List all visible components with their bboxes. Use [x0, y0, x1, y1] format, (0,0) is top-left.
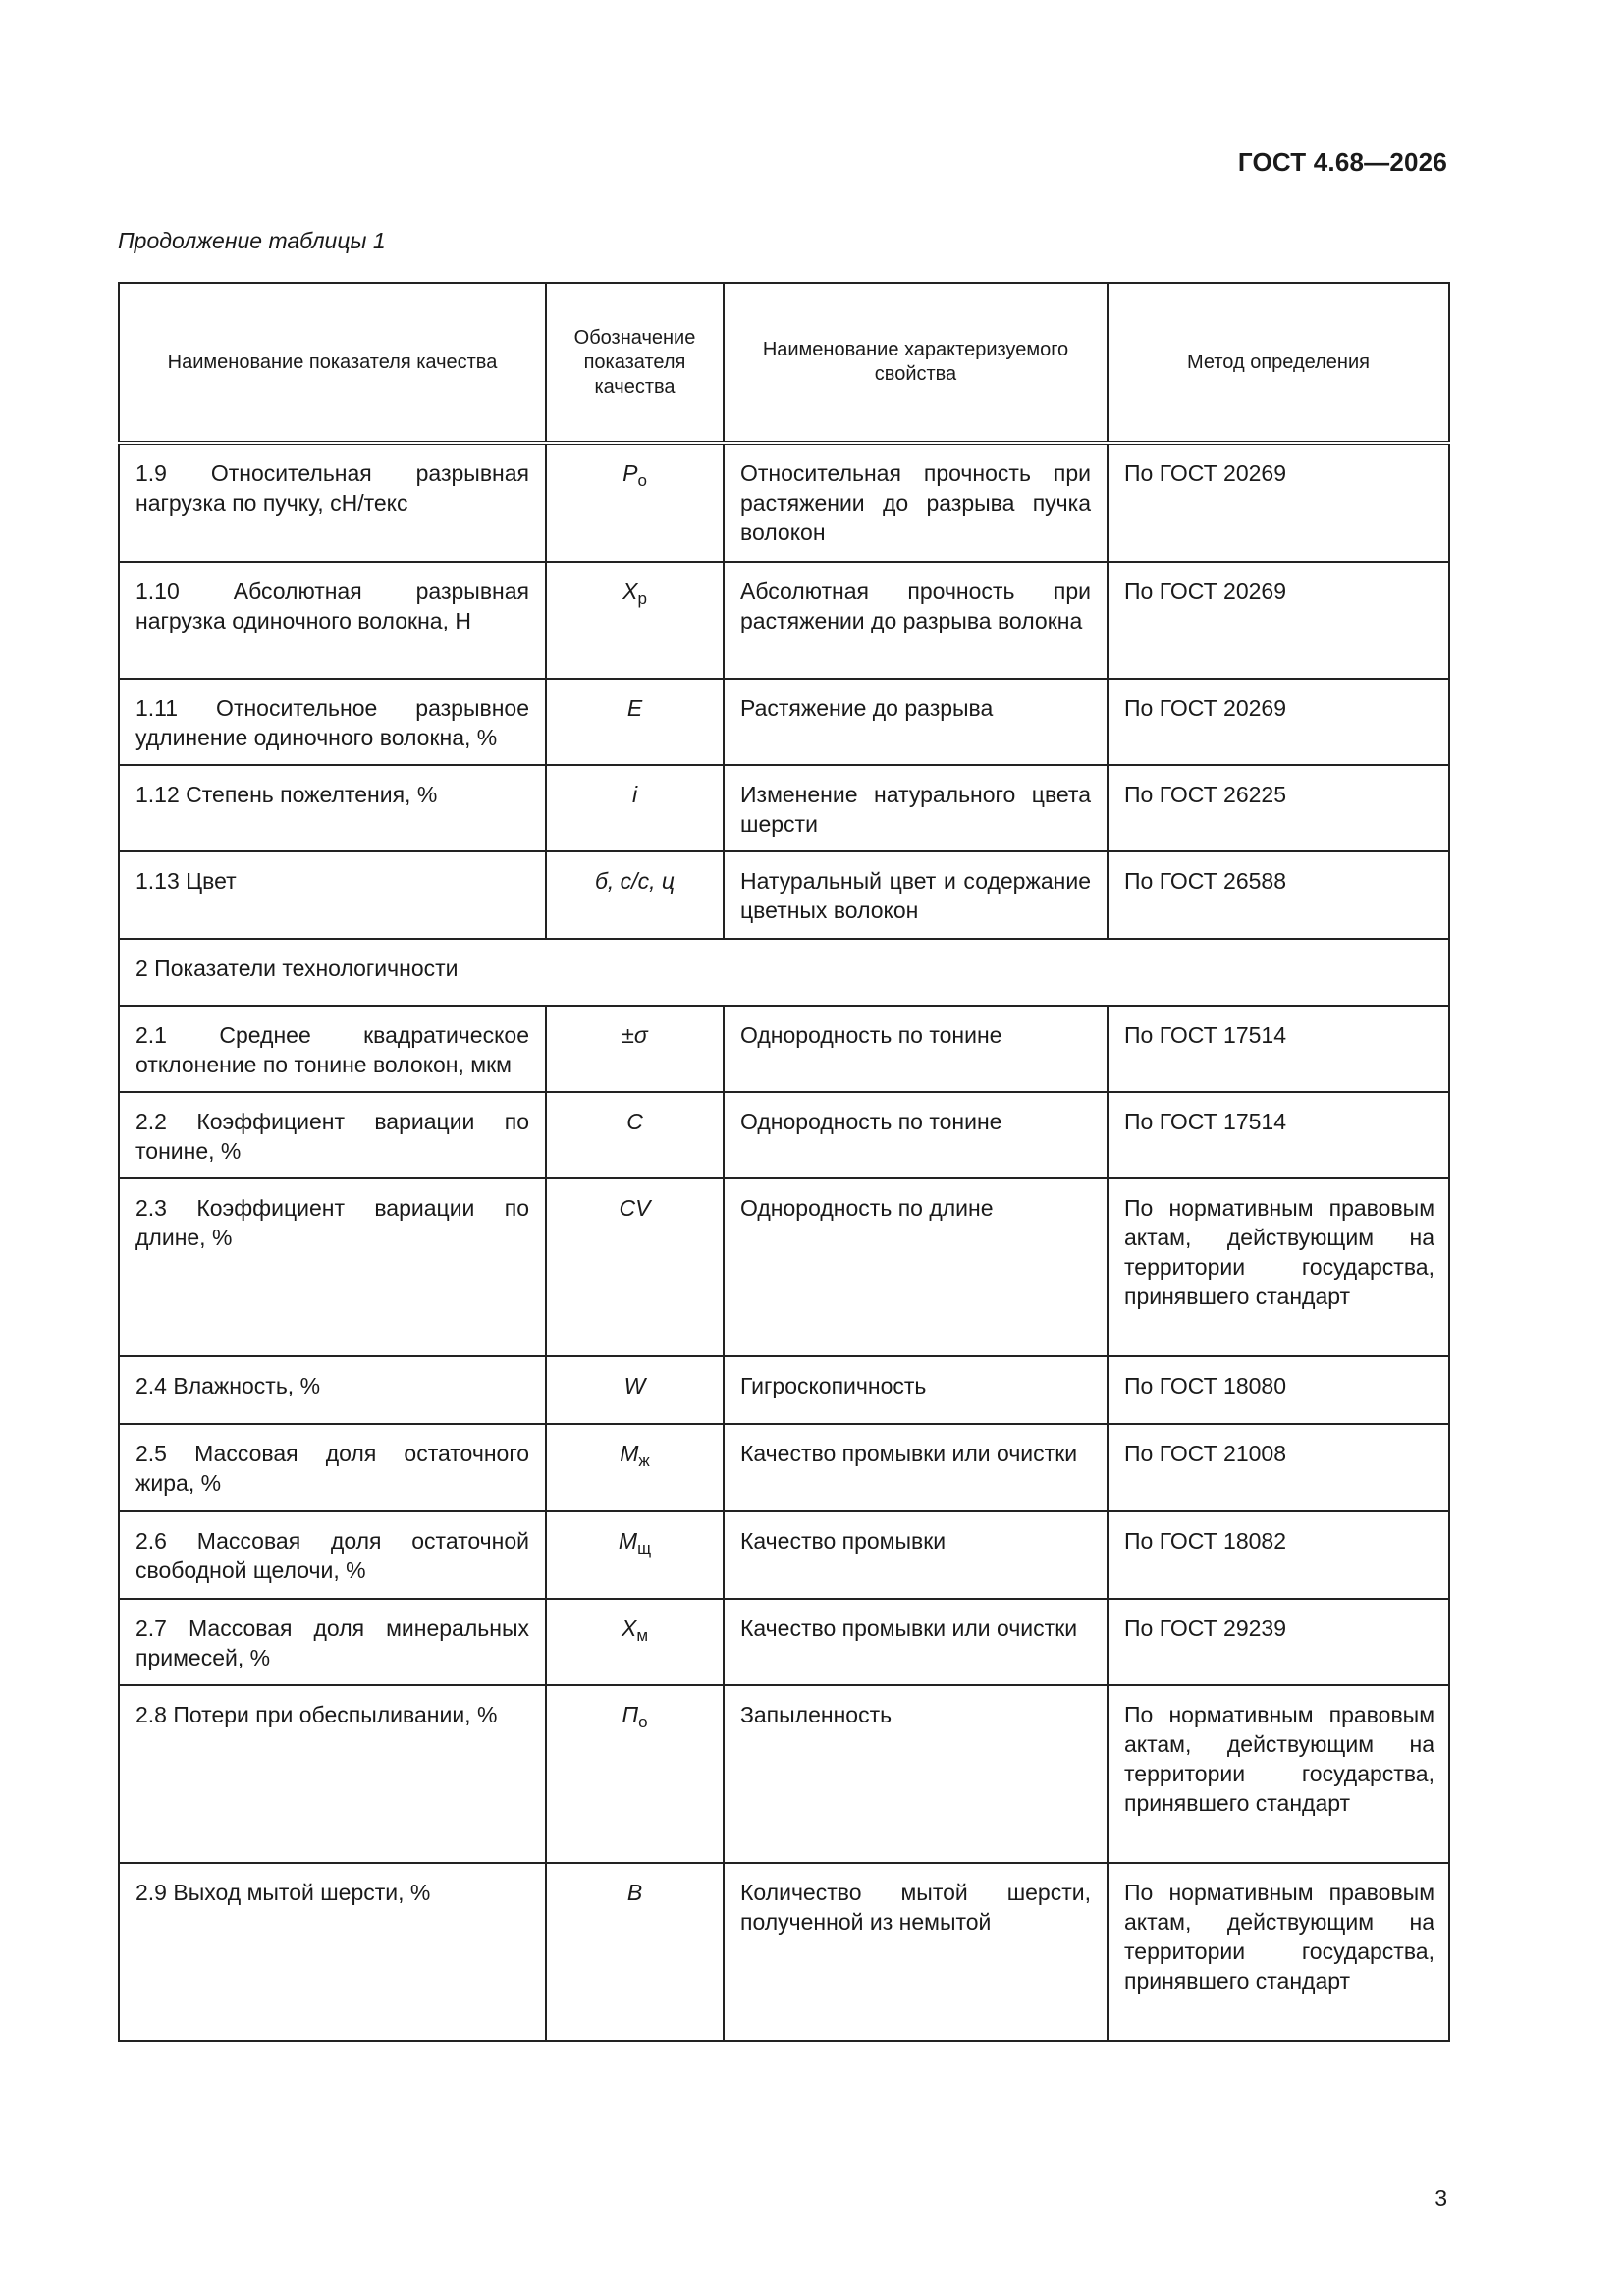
property-cell: Количество мытой шерсти, полученной из немытой	[724, 1863, 1108, 2041]
table-row	[119, 1424, 1449, 1511]
indicator-symbol: W	[623, 1373, 646, 1398]
table-row	[119, 1685, 1449, 1863]
indicator-symbol-cell	[546, 1092, 724, 1178]
indicator-name-cell: 1.11 Относительное разрывное удлинение одиночного волокна, %	[119, 679, 546, 765]
table-row	[119, 851, 1449, 939]
property-cell: Изменение натурального цвета шерсти	[724, 765, 1108, 851]
column-header-method: Метод определения	[1108, 283, 1449, 443]
indicator-symbol: B	[626, 1880, 643, 1905]
indicator-name-cell: 2.1 Среднее квадратическое отклонение по тонине волокон, мкм	[119, 1006, 546, 1092]
indicator-symbol: i	[631, 782, 638, 807]
indicator-symbol-subscript: о	[638, 1713, 648, 1731]
indicator-symbol-subscript: щ	[637, 1539, 652, 1558]
indicator-name-cell: 2.3 Коэффициент вариации по длине, %	[119, 1178, 546, 1356]
indicator-symbol: E	[626, 695, 643, 721]
table-row	[119, 1356, 1449, 1424]
document-code: ГОСТ 4.68—2026	[1237, 147, 1447, 177]
indicator-name-cell: 2.5 Массовая доля остаточного жира, %	[119, 1424, 546, 1511]
table-row	[119, 1511, 1449, 1599]
indicator-name-cell: 2.6 Массовая доля остаточной свободной щелочи, %	[119, 1511, 546, 1599]
table-row	[119, 1863, 1449, 2041]
property-cell: Однородность по тонине	[724, 1006, 1108, 1092]
table-body	[119, 443, 1449, 2041]
indicator-symbol-subscript: о	[637, 471, 647, 490]
indicator-symbol: X	[621, 1615, 637, 1641]
method-cell: По ГОСТ 17514	[1108, 1006, 1449, 1092]
method-cell: По ГОСТ 17514	[1108, 1092, 1449, 1178]
property-cell: Относительная прочность при растяжении до разрыва пучка волокон	[724, 443, 1108, 562]
column-header-symbol: Обозначение показателя качества	[546, 283, 724, 443]
method-cell: По ГОСТ 20269	[1108, 679, 1449, 765]
indicator-name-cell: 2.7 Массовая доля минеральных примесей, %	[119, 1599, 546, 1685]
indicator-symbol-cell	[546, 443, 724, 562]
indicator-symbol-cell	[546, 1511, 724, 1599]
method-cell: По нормативным правовым актам, действующим на территории государства, принявшего стандарт	[1108, 1685, 1449, 1863]
table-row	[119, 1006, 1449, 1092]
indicator-symbol: б, с/с, ц	[594, 868, 676, 894]
indicator-symbol-cell	[546, 1356, 724, 1424]
indicator-name-cell: 2.4 Влажность, %	[119, 1356, 546, 1424]
indicator-symbol-cell	[546, 1424, 724, 1511]
column-header-property: Наименование характеризуемого свойства	[724, 283, 1108, 443]
indicator-symbol: CV	[619, 1195, 651, 1221]
indicator-symbol-cell	[546, 562, 724, 679]
indicator-symbol: M	[618, 1528, 638, 1554]
indicator-symbol-cell	[546, 765, 724, 851]
method-cell: По ГОСТ 18082	[1108, 1511, 1449, 1599]
property-cell: Растяжение до разрыва	[724, 679, 1108, 765]
method-cell: По нормативным правовым актам, действующим на территории государства, принявшего стандарт	[1108, 1178, 1449, 1356]
indicator-symbol: C	[626, 1109, 643, 1134]
table-row	[119, 562, 1449, 679]
method-cell: По ГОСТ 20269	[1108, 562, 1449, 679]
indicator-symbol: M	[620, 1441, 639, 1466]
indicator-symbol-cell	[546, 1685, 724, 1863]
method-cell: По ГОСТ 29239	[1108, 1599, 1449, 1685]
indicator-name-cell: 2.8 Потери при обеспыливании, %	[119, 1685, 546, 1863]
table-row	[119, 679, 1449, 765]
indicator-symbol-cell	[546, 1006, 724, 1092]
table-header-row	[119, 283, 1449, 443]
indicator-symbol-subscript: р	[637, 589, 647, 608]
indicator-name-cell: 2.2 Коэффициент вариации по тонине, %	[119, 1092, 546, 1178]
property-cell: Абсолютная прочность при растяжении до разрыва волокна	[724, 562, 1108, 679]
property-cell: Качество промывки или очистки	[724, 1599, 1108, 1685]
page-number: 3	[1434, 2185, 1447, 2211]
property-cell: Однородность по тонине	[724, 1092, 1108, 1178]
indicator-symbol-cell	[546, 679, 724, 765]
column-header-indicator: Наименование показателя качества	[119, 283, 546, 443]
indicator-name-cell: 1.13 Цвет	[119, 851, 546, 939]
indicator-name-cell: 1.12 Степень пожелтения, %	[119, 765, 546, 851]
table-row	[119, 765, 1449, 851]
indicator-name-cell: 2.9 Выход мытой шерсти, %	[119, 1863, 546, 2041]
indicator-symbol-subscript: м	[636, 1626, 649, 1645]
indicator-name-cell: 1.9 Относительная разрывная нагрузка по пучку, сН/текс	[119, 443, 546, 562]
table-row	[119, 1178, 1449, 1356]
indicator-symbol-cell	[546, 1863, 724, 2041]
method-cell: По ГОСТ 20269	[1108, 443, 1449, 562]
indicator-name-cell: 1.10 Абсолютная разрывная нагрузка одиночного волокна, Н	[119, 562, 546, 679]
method-cell: По ГОСТ 18080	[1108, 1356, 1449, 1424]
property-cell: Качество промывки	[724, 1511, 1108, 1599]
property-cell: Натуральный цвет и содержание цветных волокон	[724, 851, 1108, 939]
table-section-row	[119, 939, 1449, 1006]
indicator-symbol-cell	[546, 1178, 724, 1356]
method-cell: По ГОСТ 21008	[1108, 1424, 1449, 1511]
method-cell: По ГОСТ 26225	[1108, 765, 1449, 851]
method-cell: По ГОСТ 26588	[1108, 851, 1449, 939]
indicator-symbol-cell	[546, 1599, 724, 1685]
property-cell: Гигроскопичность	[724, 1356, 1108, 1424]
section-title: 2 Показатели технологичности	[119, 939, 1449, 1006]
indicator-symbol-subscript: ж	[638, 1451, 650, 1470]
quality-indicators-table	[118, 282, 1450, 2042]
indicator-symbol: P	[622, 461, 638, 486]
table-row	[119, 443, 1449, 562]
property-cell: Запыленность	[724, 1685, 1108, 1863]
table-row	[119, 1092, 1449, 1178]
table-caption: Продолжение таблицы 1	[118, 228, 386, 253]
method-cell: По нормативным правовым актам, действующим на территории государства, принявшего стандарт	[1108, 1863, 1449, 2041]
indicator-symbol: П	[622, 1702, 639, 1727]
indicator-symbol-cell	[546, 851, 724, 939]
property-cell: Однородность по длине	[724, 1178, 1108, 1356]
property-cell: Качество промывки или очистки	[724, 1424, 1108, 1511]
indicator-symbol: ±σ	[622, 1022, 648, 1048]
table-row	[119, 1599, 1449, 1685]
indicator-symbol: X	[622, 578, 638, 604]
